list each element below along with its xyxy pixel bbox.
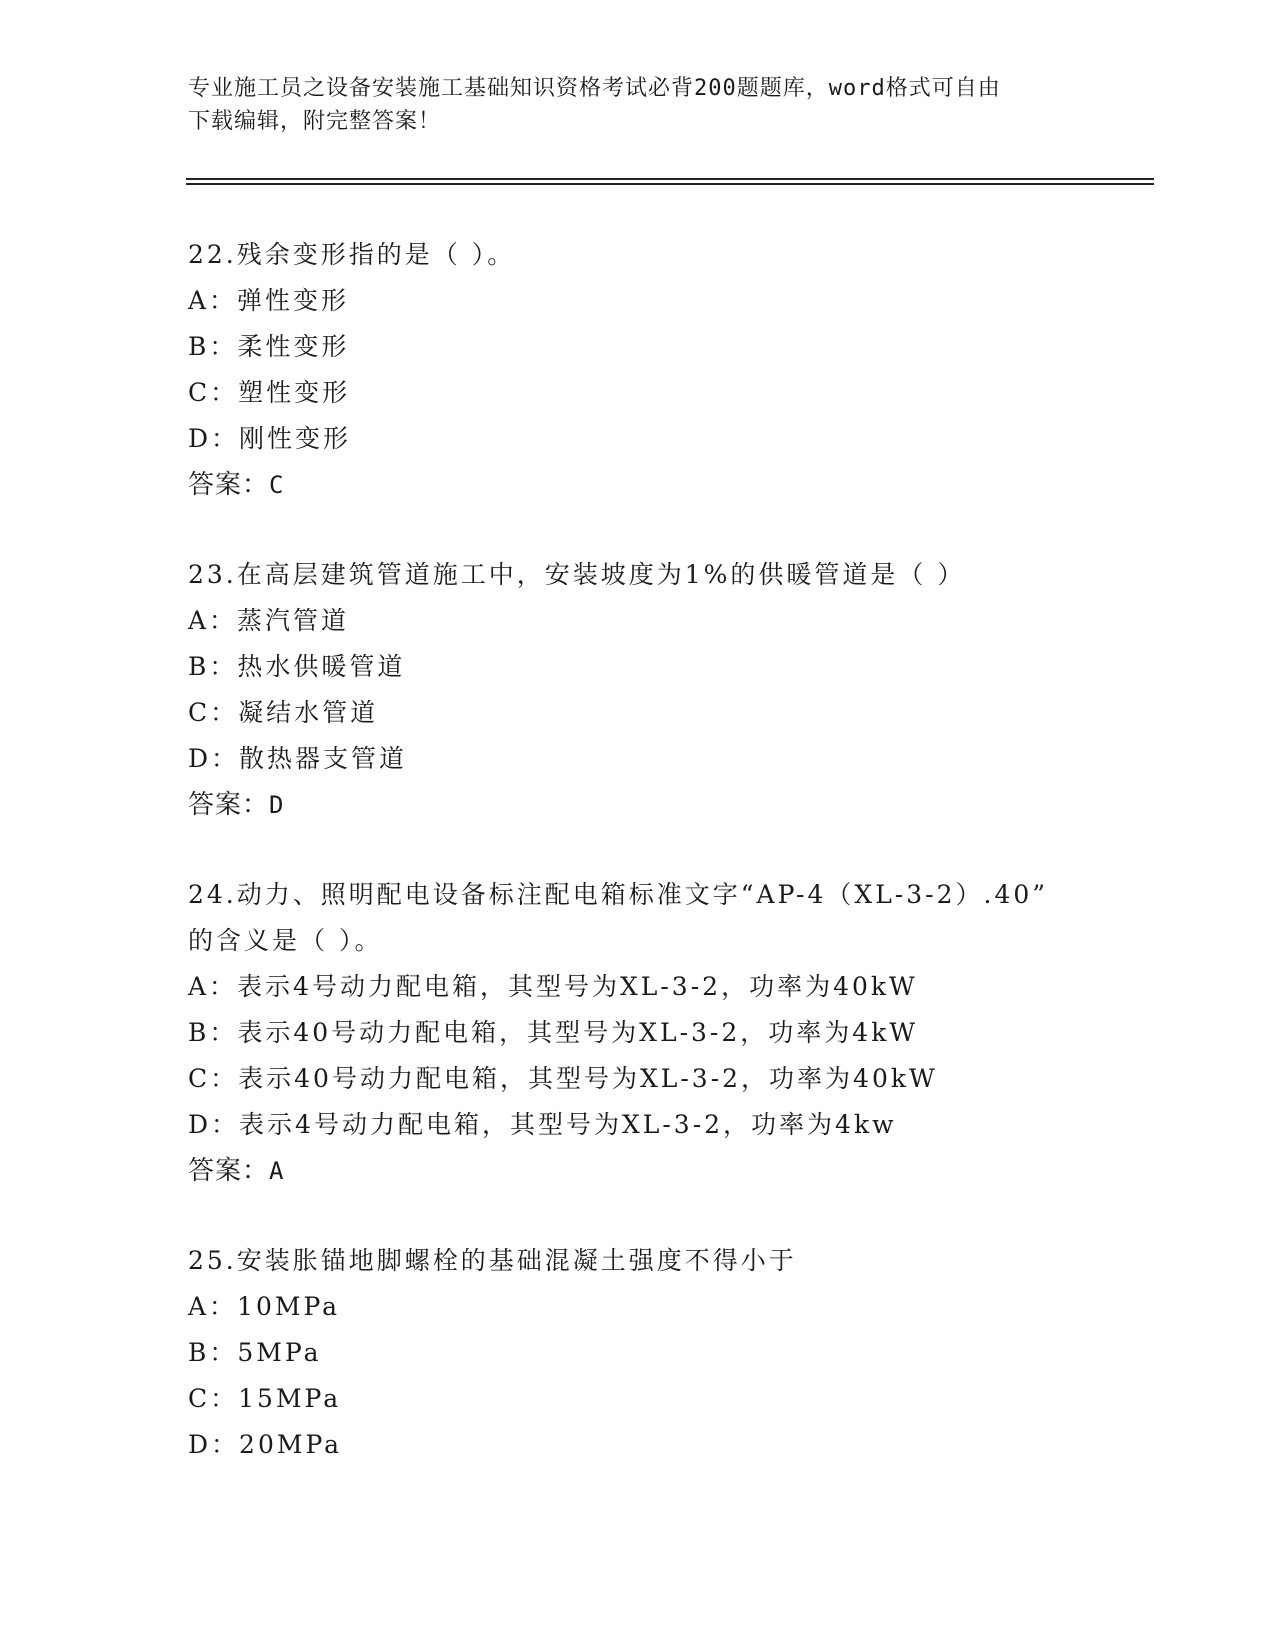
option-b: B：5MPa	[188, 1338, 322, 1367]
question-25	[188, 1238, 1108, 1468]
header-divider-bottom	[186, 183, 1154, 185]
header-line-1: 专业施工员之设备安装施工基础知识资格考试必背200题题库，word格式可自由	[188, 76, 1001, 101]
option-b: B：柔性变形	[188, 332, 350, 361]
option-d: D：表示4号动力配电箱，其型号为XL-3-2，功率为4kw	[188, 1110, 897, 1139]
header-divider-top	[186, 178, 1154, 180]
option-d: D：刚性变形	[188, 424, 352, 453]
option-c: C：表示40号动力配电箱，其型号为XL-3-2，功率为40kW	[188, 1064, 938, 1093]
option-a: A：表示4号动力配电箱，其型号为XL-3-2，功率为40kW	[188, 972, 918, 1001]
answer-label: 答案：	[188, 790, 270, 820]
question-23	[188, 552, 1108, 828]
question-24	[188, 872, 1108, 1194]
answer-value: C	[269, 471, 285, 499]
option-c: C：15MPa	[188, 1384, 342, 1413]
option-d: D：20MPa	[188, 1430, 343, 1459]
header-line-2: 下载编辑，附完整答案！	[188, 109, 442, 134]
question-stem-line-2: 的含义是（ ）。	[188, 926, 383, 955]
question-22	[188, 232, 1108, 508]
question-stem: 23.在高层建筑管道施工中，安装坡度为1%的供暖管道是（ ）	[188, 560, 966, 589]
question-stem-line-1: 24.动力、照明配电设备标注配电箱标准文字“AP-4（XL-3-2）.40”	[188, 880, 1049, 909]
option-a: A：弹性变形	[188, 286, 350, 315]
answer-value: A	[269, 1157, 285, 1185]
document-header	[188, 72, 1088, 138]
question-stem: 22.残余变形指的是（ ）。	[188, 240, 516, 269]
answer-value: D	[269, 791, 285, 819]
option-a: A：10MPa	[188, 1292, 341, 1321]
answer-label: 答案：	[188, 470, 270, 500]
answer-line	[188, 782, 1108, 828]
option-a: A：蒸汽管道	[188, 606, 350, 635]
option-b: B：热水供暖管道	[188, 652, 406, 681]
option-d: D：散热器支管道	[188, 744, 408, 773]
option-c: C：凝结水管道	[188, 698, 379, 727]
option-c: C：塑性变形	[188, 378, 351, 407]
option-b: B：表示40号动力配电箱，其型号为XL-3-2，功率为4kW	[188, 1018, 919, 1047]
answer-label: 答案：	[188, 1156, 270, 1186]
answer-line	[188, 462, 1108, 508]
question-stem: 25.安装胀锚地脚螺栓的基础混凝土强度不得小于	[188, 1246, 797, 1275]
answer-line	[188, 1148, 1108, 1194]
